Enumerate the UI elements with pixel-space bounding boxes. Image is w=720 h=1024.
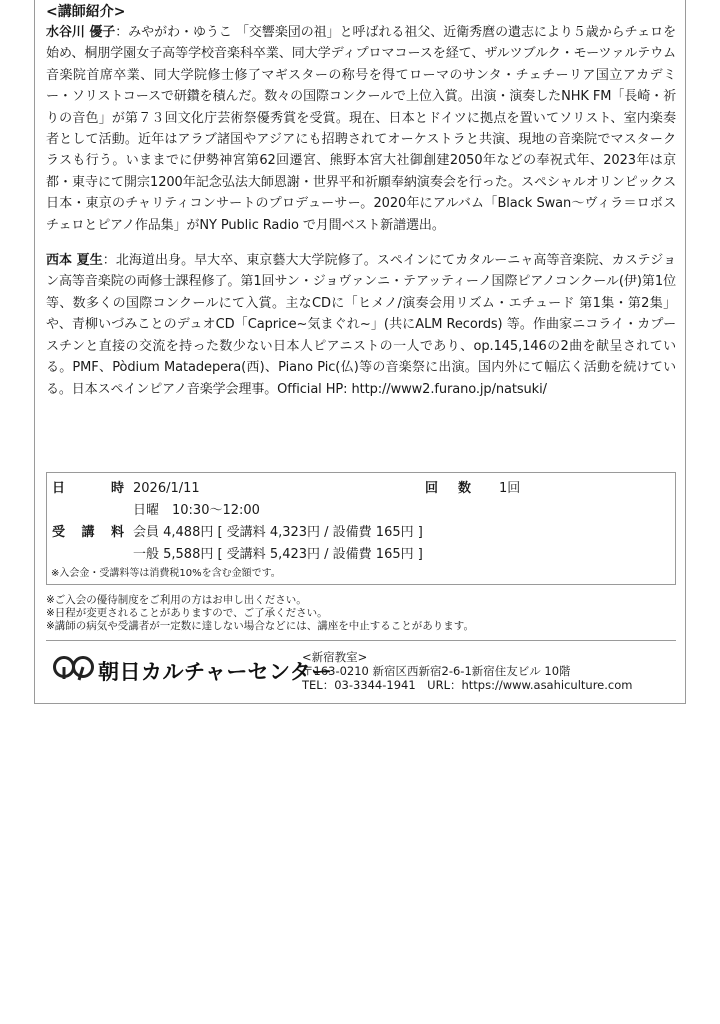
note-item: ※ご入会の優待制度をご利用の方はお申し出ください。 xyxy=(46,594,307,606)
sessions-label: 回 数 xyxy=(425,481,471,496)
lecturer-1-text: ：みやがわ・ゆうこ 「交響楽団の祖」と呼ばれる祖父、近衛秀麿の遺志により５歳からチェロを始め、桐朋学園女子高等学校音楽科卒業、同大学ディプロマコースを経て、ザルツブルク・モーツァルテウム音楽院首席卒業、同大学院修士修了マギスターの称号を得てローマのサンタ・チェチーリア国立アカデミー・ソリストコースで研鑽を積んだ。数々の国際コンクールで上位入賞。出演・演奏したNHK FM「長崎・祈りの音色」が第７３回文化庁芸術祭優秀賞を受賞。現在、日本とドイツに拠点を置いてソリスト、室内楽奏者として活動。近年はアラブ諸国やアジアにも招聘されてオーケストラと共演、現地の音楽院でマスタークラスも行う。いままでに伊勢神宮第62回遷宮、熊野本宮大社御創建2050年などの奉祝式年、2023年は京都・東寺にて開宗1200年記念弘法大師恩謝・世界平和祈願奉納演奏会を行った。スペシャルオリンピックス日本・東京のチャリティコンサートのプロデューサー。2020年にアルバム「Black Swan〜ヴィラ＝ロボス チェロとピアノ作品集」がNY Public Radio で月間ベスト新譜選出。 xyxy=(46,25,676,233)
lecturer-2-text: ：北海道出身。早大卒、東京藝大大学院修了。スペインにてカタルーニャ高等音楽院、カステジョン高等音楽院の両修士課程修了。第1回サン・ジョヴァンニ・テアッティーノ国際ピアノコンクール(伊)第1位等、数多くの国際コンクールにて入賞。主なCDに「ヒメノ/演奏会用リズム・エチュード 第1集・第2集」や、青柳いづみことのデュオCD「Caprice~気まぐれ~」(共にALM Records) 等。作曲家ニコライ・カプースチンと直接の交流を持った数少ない日本人ピアニストの一人であり、op.145,146の2曲を献呈されている。PMF、Pòdium Matadepera(西)、Piano Pic(仏)等の音楽祭に出演。国内外にて幅広く活動を続けている。日本スペインピアノ音楽学会理事。Official HP: http://www2.furano.jp/natsuki/ xyxy=(46,253,676,397)
note-item: ※日程が変更されることがありますので、ご了承ください。 xyxy=(46,607,328,619)
contact: TEL：03-3344-1941 URL：https://www.asahiculture.com xyxy=(302,678,633,692)
fee-member-row xyxy=(47,522,675,544)
branch-address xyxy=(302,650,632,692)
datetime-label: 日 時 xyxy=(52,481,124,496)
lecturer-1-name: 水谷川 優子 xyxy=(46,25,116,40)
section-heading: <講師紹介> xyxy=(46,4,126,20)
fee-label: 受 講 料 xyxy=(52,525,124,540)
flyer-sheet xyxy=(34,0,686,704)
footer-divider xyxy=(46,640,676,641)
lecturer-2-name: 西本 夏生 xyxy=(46,253,103,269)
datetime-row xyxy=(47,478,675,500)
asahi-culture-logo-icon xyxy=(52,653,96,683)
course-time: 日曜 10:30〜12:00 xyxy=(133,503,260,518)
sessions-value: 1回 xyxy=(499,481,521,496)
fee-member: 会員 4,488円 [ 受講料 4,323円 / 設備費 165円 ] xyxy=(133,525,423,540)
course-date: 2026/1/11 xyxy=(133,481,200,496)
branch-name: <新宿教室> xyxy=(302,650,368,664)
brand-name: 朝日カルチャーセンター xyxy=(98,660,333,684)
content xyxy=(46,2,676,692)
note-item: ※講師の病気や受講者が一定数に達しない場合などには、講座を中止することがあります。 xyxy=(46,620,474,632)
course-info-box xyxy=(46,472,676,585)
footer xyxy=(46,647,676,697)
lecturer-2-bio xyxy=(46,250,676,400)
notes xyxy=(46,594,474,633)
tax-note: ※入会金・受講料等は消費税10%を含む金額です。 xyxy=(51,568,281,579)
lecturer-1-bio xyxy=(46,22,676,236)
fee-general: 一般 5,588円 [ 受講料 5,423円 / 設備費 165円 ] xyxy=(133,547,423,562)
address: 〒163-0210 新宿区西新宿2-6-1新宿住友ビル 10階 xyxy=(302,664,571,678)
